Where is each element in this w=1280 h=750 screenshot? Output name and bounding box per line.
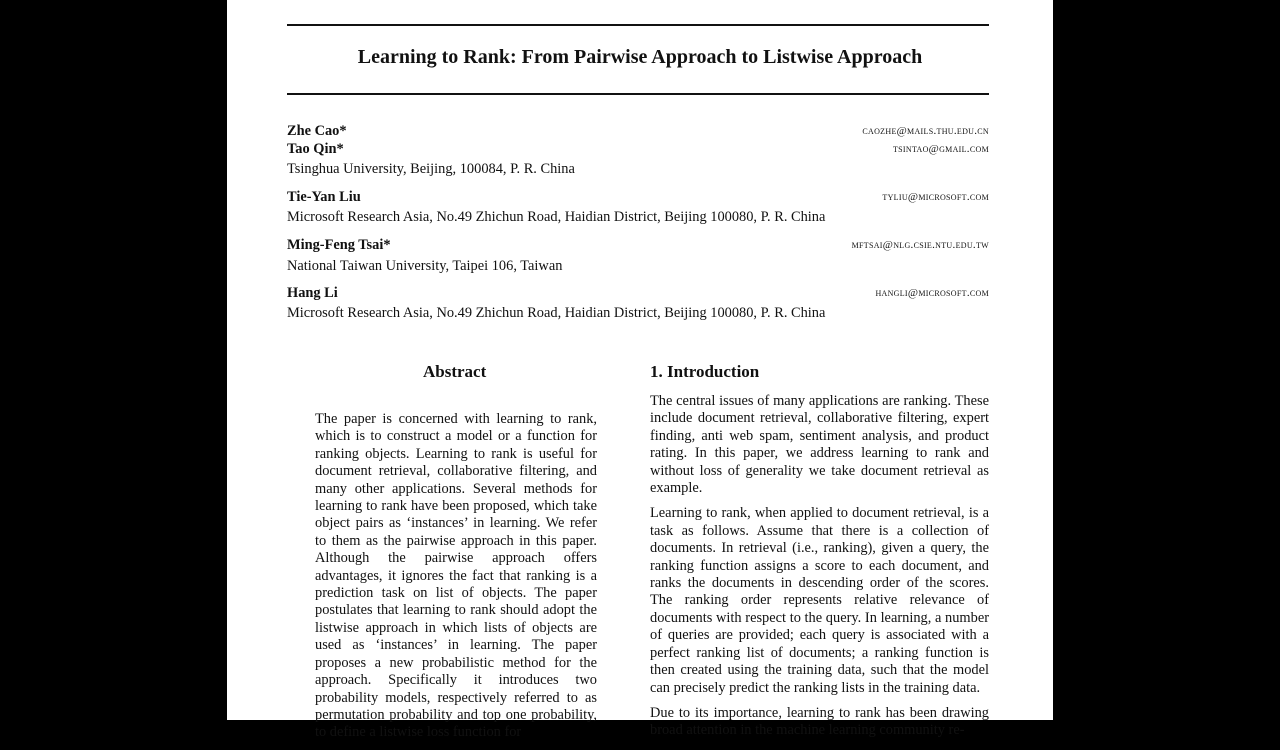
- paragraph: Due to its importance, learning to rank has been drawing broad attention in the machine learning community re-: [650, 704, 989, 739]
- title-bottom-rule: [287, 93, 989, 95]
- affiliation: National Taiwan University, Taipei 106, Taiwan: [287, 258, 563, 274]
- author-email: mftsai@nlg.csie.ntu.edu.tw: [851, 239, 989, 251]
- author-row: [287, 140, 989, 158]
- author-email: hangli@microsoft.com: [875, 287, 989, 299]
- author-email: caozhe@mails.thu.edu.cn: [862, 125, 989, 137]
- author-name: Tao Qin*: [287, 141, 344, 157]
- introduction-body: [650, 393, 989, 748]
- section-heading: 1. Introduction: [650, 362, 760, 381]
- author-name: Hang Li: [287, 285, 338, 301]
- abstract-body: [315, 411, 597, 750]
- author-name: Tie-Yan Liu: [287, 189, 361, 205]
- paragraph: The central issues of many applications are ranking. These include document retrieval, collaborative filtering, expert finding, anti web spam, sentiment analysis, and product rating. In this paper, we address learning to rank and without loss of generality we take document retrieval as example.: [650, 393, 989, 497]
- top-rule: [287, 24, 989, 26]
- affiliation: Tsinghua University, Beijing, 100084, P. R. China: [287, 161, 575, 177]
- author-row: [287, 122, 989, 140]
- paper-page: [227, 0, 1053, 741]
- author-name: Zhe Cao*: [287, 123, 347, 139]
- abstract-text: The paper is concerned with learning to rank, which is to construct a model or a function for ranking objects. Learning to rank is useful for document retrieval, collaborative filtering, and many other applications. Several methods for learning to rank have been proposed, which take object pairs as ‘instances’ in learning. We refer to them as the pairwise approach in this paper. Although the pairwise approach offers advantages, it ignores the fact that ranking is a prediction task on list of objects. The paper postulates that learning to rank should adopt the listwise approach in which lists of objects are used as ‘instances’ in learning. The paper proposes a new probabilistic method for the approach. Specifically it introduces two probability models, respectively referred to as permutation probability and top one probability, to define a listwise loss function for: [315, 411, 597, 741]
- paragraph: Learning to rank, when applied to document retrieval, is a task as follows. Assume that there is a collection of documents. In retrieval (i.e., ranking), given a query, the ranking function assigns a score to each document, and ranks the documents in descending order of the scores. The ranking order represents relative relevance of documents with respect to the query. In learning, a number of queries are provided; each query is associated with a perfect ranking list of documents; a ranking function is then created using the training data, such that the model can precisely predict the ranking lists in the training data.: [650, 505, 989, 696]
- author-email: tsintao@gmail.com: [892, 143, 989, 155]
- affiliation: Microsoft Research Asia, No.49 Zhichun Road, Haidian District, Beijing 100080, P. R. China: [287, 209, 826, 225]
- author-row: [287, 188, 989, 206]
- abstract-heading: Abstract: [423, 362, 487, 381]
- author-row: [287, 236, 989, 254]
- author-name: Ming-Feng Tsai*: [287, 237, 391, 253]
- affiliation: Microsoft Research Asia, No.49 Zhichun Road, Haidian District, Beijing 100080, P. R. China: [287, 305, 826, 321]
- author-email: tyliu@microsoft.com: [882, 191, 989, 203]
- paper-title: Learning to Rank: From Pairwise Approach to Listwise Approach: [357, 46, 923, 68]
- author-row: [287, 284, 989, 302]
